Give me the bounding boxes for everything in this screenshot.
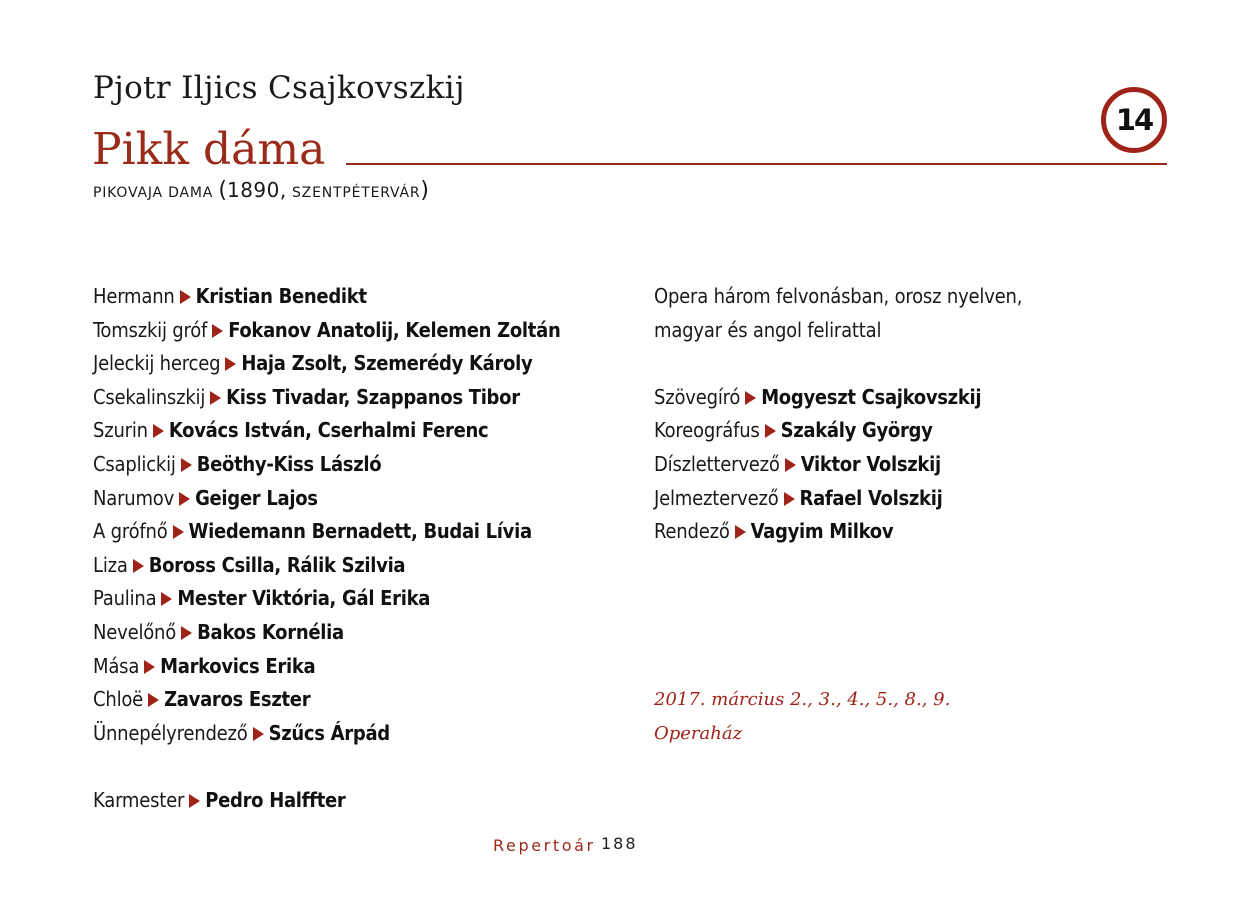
subtitle [93, 178, 429, 203]
cast-row [93, 549, 560, 583]
cast-row [93, 280, 560, 314]
cast-row [93, 448, 560, 482]
spacer [654, 549, 1022, 583]
spacer [93, 750, 560, 784]
spacer [654, 582, 1022, 616]
performance-venue: Operaház [654, 722, 743, 744]
arrow-right-icon [153, 424, 164, 438]
arrow-right-icon [148, 693, 159, 707]
crew-row [654, 414, 1022, 448]
original-title: PIKOVAJA DAMA [93, 185, 214, 201]
spacer [654, 616, 1022, 650]
crew-role: Díszlettervező [654, 451, 780, 476]
arrow-right-icon [173, 525, 184, 539]
cast-role: Narumov [93, 485, 175, 510]
crew-name: Mogyeszt Csajkovszkij [761, 384, 982, 409]
description-line-2: magyar és angol felirattal [654, 317, 882, 342]
crew-role: Szövegíró [654, 384, 741, 409]
cast-row [93, 314, 560, 348]
arrow-right-icon [181, 626, 192, 640]
cast-name: Bakos Kornélia [197, 619, 344, 644]
arrow-right-icon [189, 794, 200, 808]
cast-name: Fokanov Anatolij, Kelemen Zoltán [228, 317, 561, 342]
crew-name: Szakály György [780, 418, 933, 443]
crew-row [654, 448, 1022, 482]
cast-row [93, 347, 560, 381]
composer-name: Pjotr Iljics Csajkovszkij [93, 70, 465, 106]
paren-close: ) [420, 178, 429, 203]
crew-row [654, 482, 1022, 516]
info-column [654, 280, 1022, 750]
arrow-right-icon [784, 492, 795, 506]
crew-name: Viktor Volszkij [800, 451, 941, 476]
footer-section: Repertoár [493, 836, 596, 855]
arrow-right-icon [181, 458, 192, 472]
arrow-right-icon [144, 660, 155, 674]
arrow-right-icon [735, 525, 746, 539]
cast-name: Kovács István, Cserhalmi Ferenc [168, 418, 489, 443]
arrow-right-icon [210, 391, 221, 405]
arrow-right-icon [253, 727, 264, 741]
cast-row [93, 616, 560, 650]
premiere-city: SZENTPÉTERVÁR [292, 185, 421, 201]
arrow-right-icon [212, 324, 223, 338]
cast-name: Kiss Tivadar, Szappanos Tibor [226, 384, 520, 409]
cast-row [93, 482, 560, 516]
crew-role: Jelmeztervező [654, 485, 779, 510]
premiere-year: 1890, [226, 178, 287, 202]
cast-row [93, 515, 560, 549]
cast-name: Szűcs Árpád [268, 720, 390, 745]
cast-name: Markovics Erika [160, 653, 316, 678]
cast-role: Liza [93, 552, 128, 577]
cast-role: Ünnepélyrendező [93, 720, 248, 745]
crew-role: Rendező [654, 519, 730, 544]
cast-name: Zavaros Eszter [164, 687, 311, 712]
cast-name: Beöthy-Kiss László [196, 451, 382, 476]
cast-row [93, 582, 560, 616]
opera-title: Pikk dáma [92, 124, 326, 175]
cast-row [93, 414, 560, 448]
cast-role: Jeleckij herceg [93, 351, 221, 376]
performance-dates: 2017. március 2., 3., 4., 5., 8., 9. [654, 689, 951, 711]
arrow-right-icon [225, 357, 236, 371]
cast-name: Haja Zsolt, Szemerédy Károly [241, 351, 533, 376]
cast-row [93, 683, 560, 717]
cast-row [93, 717, 560, 751]
conductor-name: Pedro Halffter [205, 787, 346, 812]
cast-name: Boross Csilla, Rálik Szilvia [148, 552, 406, 577]
cast-name: Mester Viktória, Gál Erika [177, 586, 431, 611]
arrow-right-icon [179, 492, 190, 506]
cast-name: Wiedemann Bernadett, Budai Lívia [188, 519, 532, 544]
crew-role: Koreográfus [654, 418, 760, 443]
spacer [654, 347, 1022, 381]
cast-role: Nevelőnő [93, 619, 177, 644]
cast-role: A grófnő [93, 519, 168, 544]
description-line-1: Opera három felvonásban, orosz nyelven, [654, 284, 1023, 308]
cast-role: Csekalinszkij [93, 384, 206, 409]
cast-role: Hermann [93, 284, 175, 308]
paren-open: ( [218, 178, 227, 203]
arrow-right-icon [785, 458, 796, 472]
crew-row [654, 515, 1022, 549]
cast-column [93, 280, 560, 818]
cast-role: Mása [93, 653, 140, 678]
cast-row [93, 650, 560, 684]
cast-role: Csaplickij [93, 451, 176, 476]
conductor-role: Karmester [93, 787, 185, 812]
cast-name: Geiger Lajos [195, 485, 318, 510]
cast-name: Kristian Benedikt [195, 284, 367, 308]
arrow-right-icon [133, 559, 144, 573]
cast-role: Szurin [93, 418, 148, 443]
cast-role: Tomszkij gróf [93, 317, 208, 342]
cast-role: Paulina [93, 586, 157, 611]
crew-name: Vagyim Milkov [750, 519, 894, 544]
arrow-right-icon [180, 290, 191, 304]
title-rule [346, 163, 1167, 165]
arrow-right-icon [161, 592, 172, 606]
spacer [654, 650, 1022, 684]
cast-row [93, 381, 560, 415]
cast-role: Chloë [93, 687, 144, 712]
crew-row [654, 381, 1022, 415]
page-number: 188 [601, 834, 638, 853]
crew-name: Rafael Volszkij [799, 485, 943, 510]
number-badge: 14 [1101, 87, 1167, 153]
conductor-row [93, 784, 560, 818]
arrow-right-icon [745, 391, 756, 405]
arrow-right-icon [765, 424, 776, 438]
